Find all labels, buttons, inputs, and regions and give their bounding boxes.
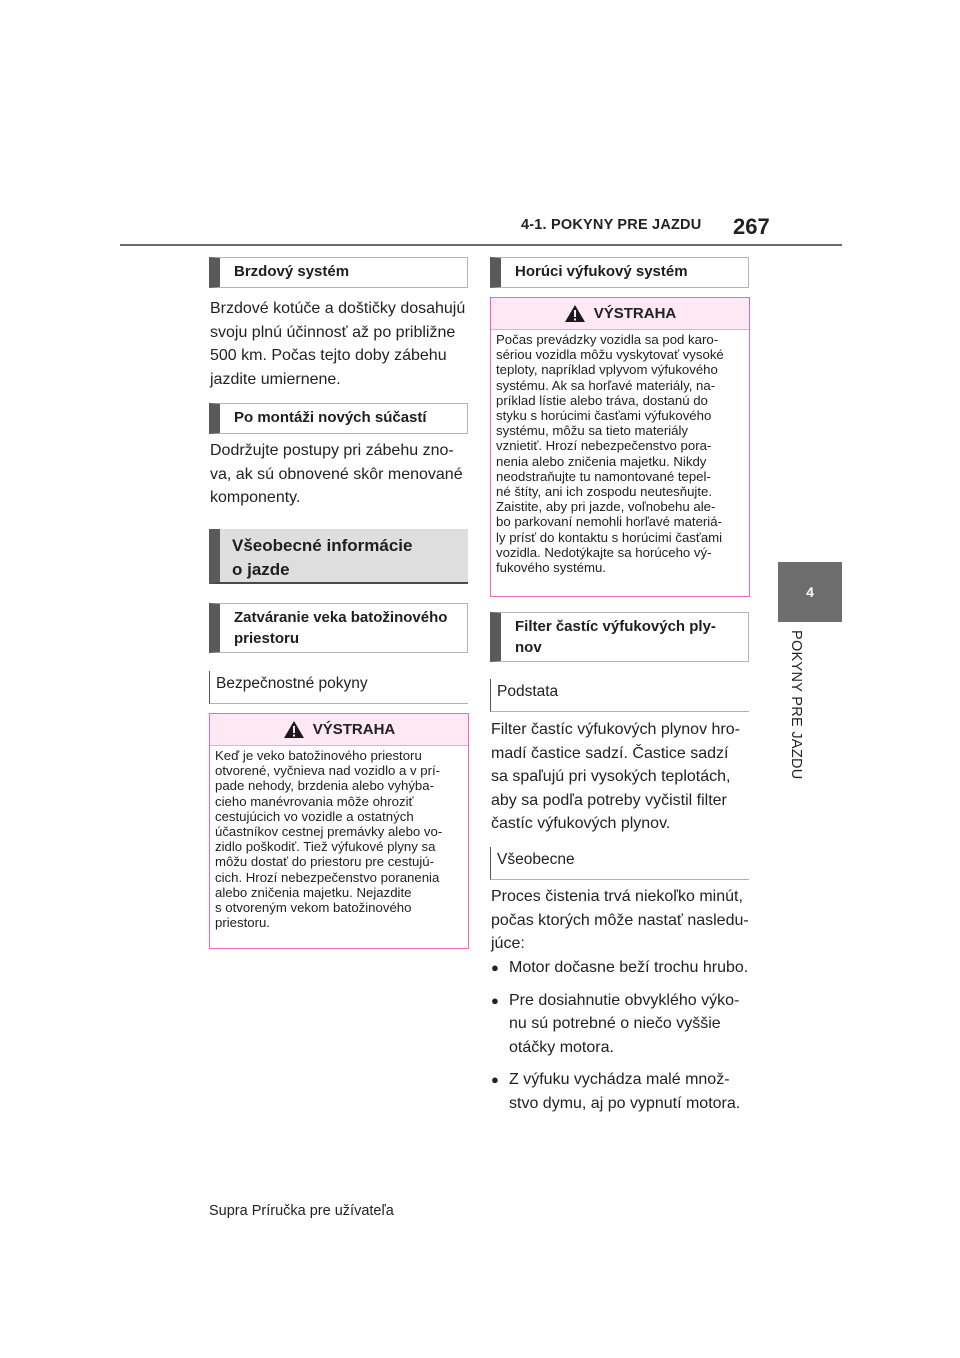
chapter-title: 4-1. POKYNY PRE JAZDU	[521, 217, 702, 233]
page-number: 267	[733, 214, 770, 239]
chapter-section-heading-driving: Všeobecné informácie o jazde	[209, 529, 468, 584]
warning-text: Počas prevádzky vozidla sa pod karo- sériou vozidla môžu vyskytovať vysoké teploty, napríklad vplyvom výfukového systému. Ak sa horľavé materiály, na- príklad lístie alebo tráva, dostanú do styku s horúcimi časťami výfukového systému, môžu sa tieto materiály vznietiť. Hrozí nebezpečenstvo pora- nenia alebo zničenia majetku. Nikdy neodstraňujte tu namontované tepel- né štíty, ani ich zospodu neutesňujte. Zaistite, aby pri jazde, voľnobehu ale- bo parkovaní nemohli horľavé materiá- ly prísť do kontaktu s horúcimi časťami vozidla. Nedotýkajte sa horúceho vý- fukového systému.	[496, 332, 724, 576]
basis-text: Filter častíc výfukových plynov hro- madí častice sadzí. Častice sadzí sa spaľujú pri vysokých teplotách, aby sa podľa potreby vyčistil filter častíc výfukových plynov.	[491, 721, 740, 832]
section-heading-particle-filter: Filter častíc výfukových ply- nov	[490, 612, 749, 662]
list-item: ● Pre dosiahnutie obvyklého výko- nu sú potrebné o niečo vyššie otáčky motora.	[491, 989, 753, 1060]
warning-triangle-icon	[283, 720, 305, 739]
section-heading-new-parts: Po montáži nových súčastí	[209, 403, 468, 434]
general-text: Proces čistenia trvá niekoľko minút, počas ktorých môže nastať nasledu- júce:	[491, 888, 749, 952]
warning-box-trunk	[209, 713, 469, 949]
section-heading-trunk: Zatváranie veka batožinového priestoru	[209, 603, 468, 653]
section-heading-brakes: Brzdový systém	[209, 257, 468, 288]
warning-title: VÝSTRAHA	[312, 721, 396, 738]
warning-text: Keď je veko batožinového priestoru otvorené, vyčnieva nad vozidlo a v prí- pade nehody, brzdenia alebo vyhýba- cieho manévrovania môže ohroziť cestujúcich vo vozidle a ostatných účastníkov cestnej premávky alebo vo- zidlo poškodiť. Tiež výfukové plyny sa môžu dostať do priestoru pre cestujú- cich. Hrozí nebezpečenstvo poranenia alebo zničenia majetku. Nejazdite s otvoreným vekom batožinového priestoru.	[215, 748, 443, 931]
brakes-text: Brzdové kotúče a doštičky dosahujú svoju plnú účinnosť až po približne 500 km. Počas tejto doby zábehu jazdite umiernene.	[210, 300, 466, 388]
list-item: ● Z výfuku vychádza malé množ- stvo dymu, aj po vypnutí motora.	[491, 1068, 753, 1115]
new-parts-text: Dodržujte postupy pri zábehu zno- va, ak sú obnovené skôr menované komponenty.	[210, 442, 463, 506]
cleaning-effects-list	[491, 956, 753, 1124]
header-rule	[120, 244, 842, 246]
chapter-tab-number: 4	[806, 584, 814, 600]
subheading-basis: Podstata	[490, 679, 749, 712]
warning-header	[210, 714, 468, 746]
warning-title: VÝSTRAHA	[593, 305, 677, 322]
chapter-tab-label: POKYNY PRE JAZDU	[788, 630, 804, 780]
subheading-safety: Bezpečnostné pokyny	[209, 671, 468, 704]
subheading-general: Všeobecne	[490, 847, 749, 880]
warning-triangle-icon	[564, 304, 586, 323]
footer-manual-title: Supra Príručka pre užívateľa	[209, 1203, 394, 1219]
warning-header	[491, 298, 749, 330]
warning-box-exhaust	[490, 297, 750, 597]
section-heading-hot-exhaust: Horúci výfukový systém	[490, 257, 749, 288]
list-item: ● Motor dočasne beží trochu hrubo.	[491, 956, 753, 980]
